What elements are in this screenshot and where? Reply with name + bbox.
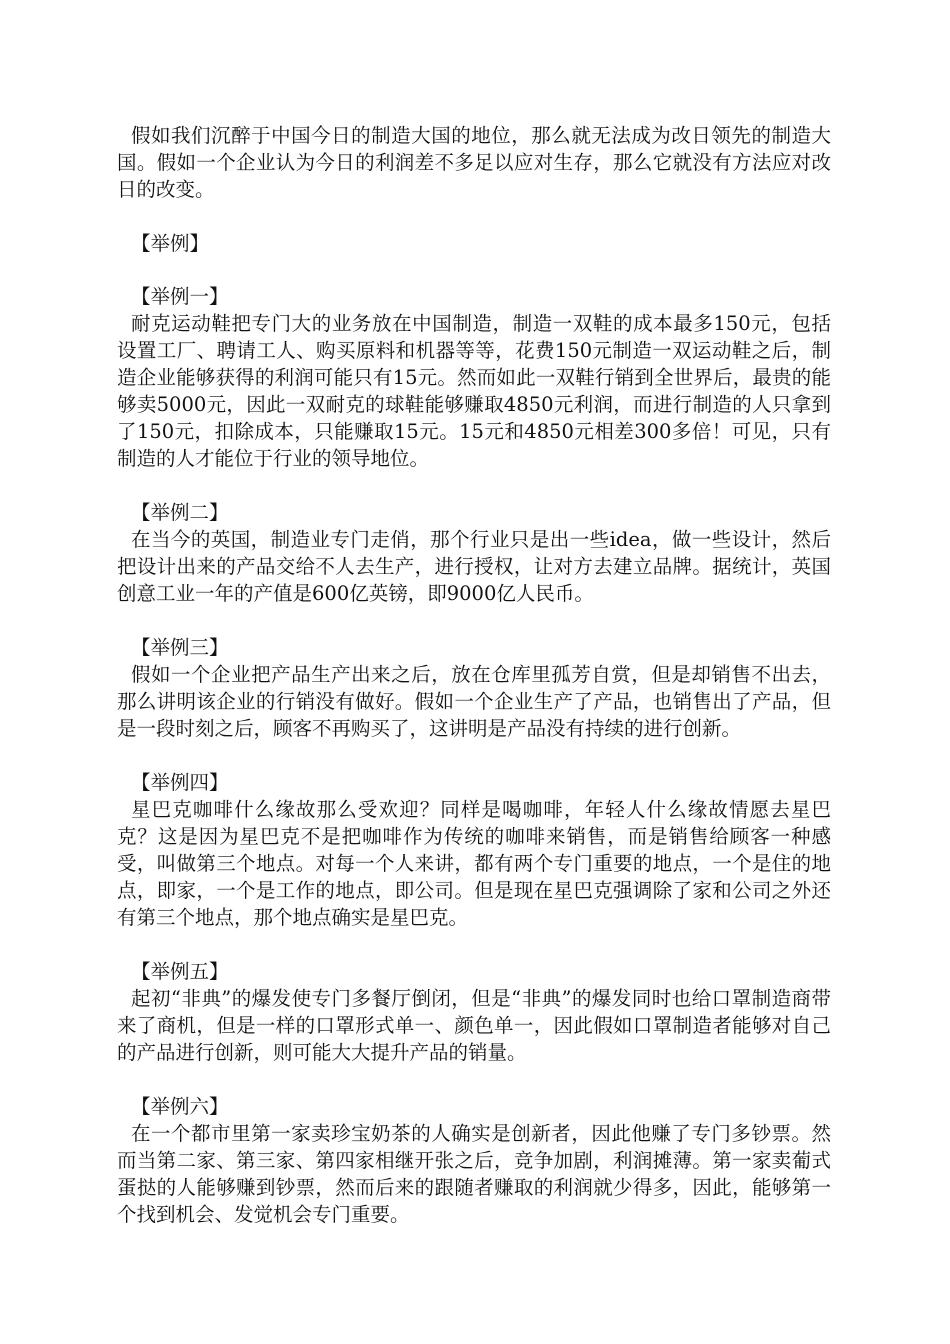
example-heading-1: 【举例一】 [131, 285, 229, 308]
document-page [117, 122, 831, 1228]
spacer [117, 607, 831, 634]
example-text-2: 在当今的英国，制造业专门走俏，那个行业只是出一些idea，做一些设计，然后把设计出来的产品交给不人去生产，进行授权，让对方去建立品牌。据统计，英国创意工业一年的产值是600亿英镑，即9000亿人民币。 [117, 528, 831, 605]
spacer [117, 257, 831, 283]
example-heading-5: 【举例五】 [131, 960, 229, 983]
example-text-3: 假如一个企业把产品生产出来之后，放在仓库里孤芳自赏，但是却销售不出去，那么讲明该企业的行销没有做好。假如一个企业生产了产品，也销售出了产品，但是一段时刻之后，顾客不再购买了，这讲明是产品没有持续的进行创新。 [117, 663, 831, 740]
spacer [117, 931, 831, 958]
example-text-4: 星巴克咖啡什么缘故那么受欢迎？同样是喝咖啡，年轻人什么缘故情愿去星巴克？这是因为星巴克不是把咖啡作为传统的咖啡来销售，而是销售给顾客一种感受，叫做第三个地点。对每一个人来讲，都有两个专门重要的地点，一个是住的地点，即家，一个是工作的地点，即公司。但是现在星巴克强调除了家和公司之外还有第三个地点，那个地点确实是星巴克。 [117, 798, 831, 929]
spacer [117, 203, 831, 230]
example-text-1: 耐克运动鞋把专门大的业务放在中国制造，制造一双鞋的成本最多150元，包括设置工厂、聘请工人、购买原料和机器等等，花费150元制造一双运动鞋之后，制造企业能够获得的利润可能只有15元。然而如此一双鞋行销到全世界后，最贵的能够卖5000元，因此一双耐克的球鞋能够赚取4850元利润，而进行制造的人只拿到了150元，扣除成本，只能赚取15元。15元和4850元相差300多倍！可见，只有制造的人才能位于行业的领导地位。 [117, 312, 831, 470]
example-heading-2: 【举例二】 [131, 501, 229, 524]
intro-paragraph: 假如我们沉醉于中国今日的制造大国的地位，那么就无法成为改日领先的制造大国。假如一个企业认为今日的利润差不多足以应对生存，那么它就没有方法应对改日的改变。 [117, 124, 831, 201]
spacer [117, 472, 831, 499]
spacer [117, 1066, 831, 1093]
example-heading-6: 【举例六】 [131, 1095, 229, 1118]
example-text-6: 在一个都市里第一家卖珍宝奶茶的人确实是创新者，因此他赚了专门多钞票。然而当第二家、第三家、第四家相继开张之后，竞争加剧，利润摊薄。第一家卖葡式蛋挞的人能够赚到钞票，然而后来的跟随者赚取的利润就少得多，因此，能够第一个找到机会、发觉机会专门重要。 [117, 1122, 831, 1226]
example-text-5: 起初“非典”的爆发使专门多餐厅倒闭，但是“非典”的爆发同时也给口罩制造商带来了商机，但是一样的口罩形式单一、颜色单一，因此假如口罩制造者能够对自己的产品进行创新，则可能大大提升产品的销量。 [117, 987, 831, 1064]
example-heading-4: 【举例四】 [131, 771, 229, 794]
example-heading-3: 【举例三】 [131, 636, 229, 659]
spacer [117, 742, 831, 769]
section-title: 【举例】 [131, 232, 210, 255]
